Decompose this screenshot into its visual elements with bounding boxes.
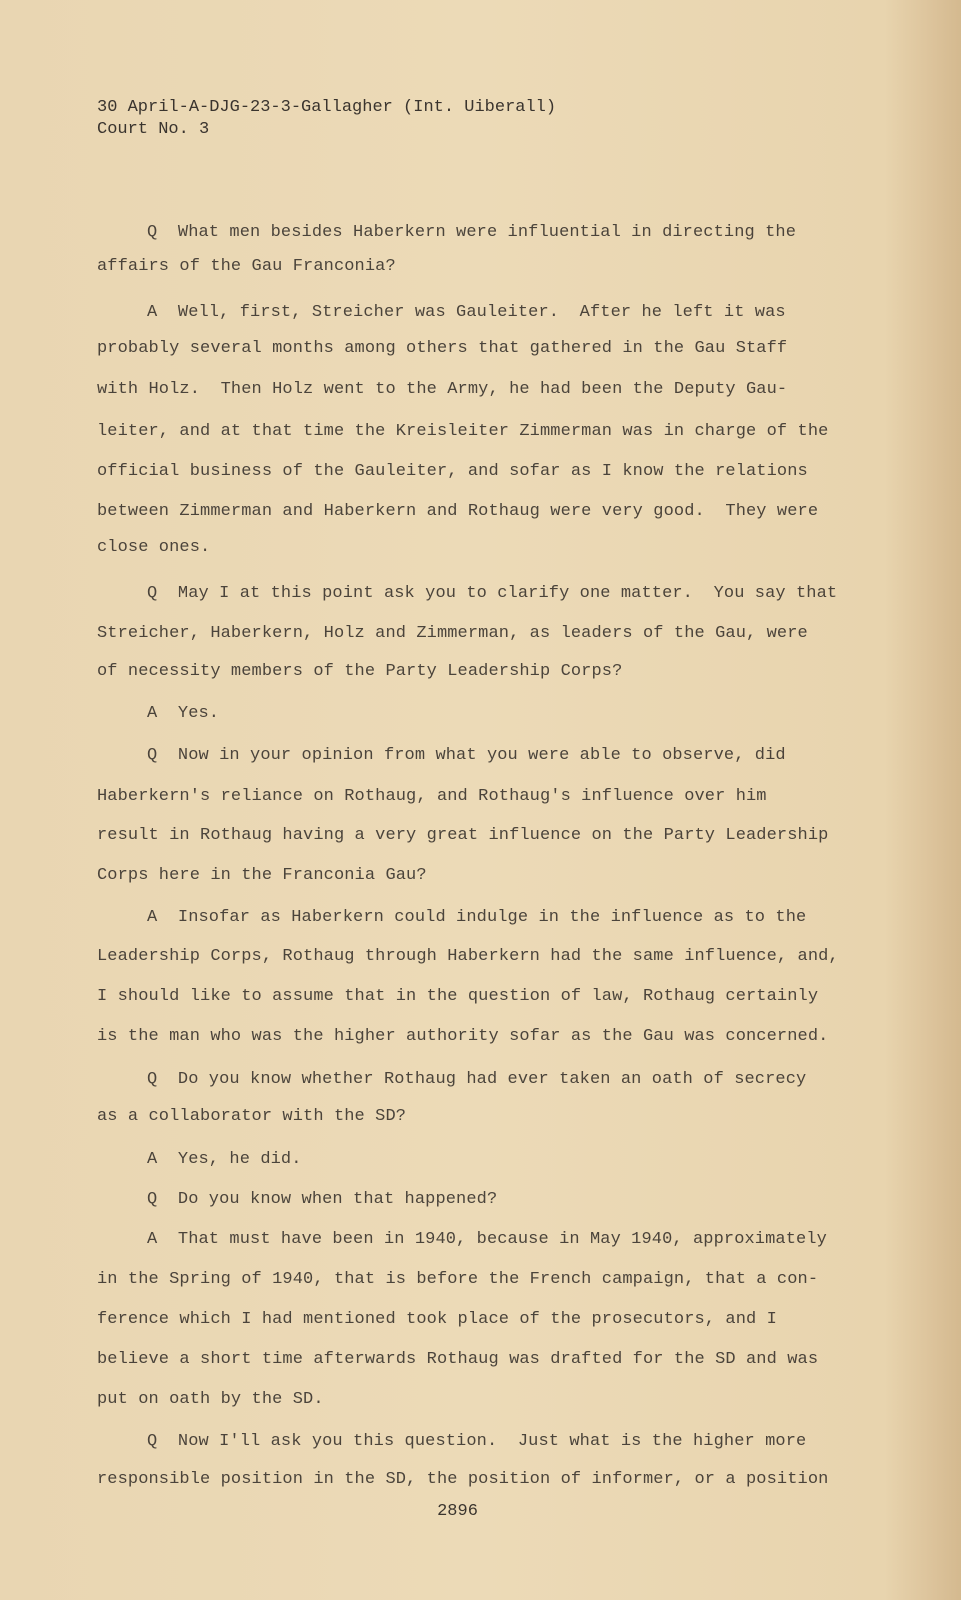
transcript-line: in the Spring of 1940, that is before the French campaign, that a con- (97, 1270, 819, 1289)
transcript-line: affairs of the Gau Franconia? (97, 257, 396, 276)
page-number: 2896 (437, 1502, 478, 1521)
transcript-line: between Zimmerman and Haberkern and Rothaug were very good. They were (97, 502, 819, 521)
transcript-line: is the man who was the higher authority sofar as the Gau was concerned. (97, 1027, 829, 1046)
transcript-line: A Insofar as Haberkern could indulge in the influence as to the (147, 908, 807, 927)
transcript-line: as a collaborator with the SD? (97, 1107, 407, 1126)
transcript-line: official business of the Gauleiter, and sofar as I know the relations (97, 462, 808, 481)
transcript-line: Corps here in the Franconia Gau? (97, 866, 427, 885)
transcript-line: leiter, and at that time the Kreisleiter Zimmerman was in charge of the (97, 422, 829, 441)
transcript-line: Q Now in your opinion from what you were able to observe, did (147, 746, 786, 765)
transcript-line: put on oath by the SD. (97, 1390, 324, 1409)
transcript-line: Q Do you know when that happened? (147, 1190, 498, 1209)
transcript-line: result in Rothaug having a very great influence on the Party Leadership (97, 826, 829, 845)
transcript-line: Q Now I'll ask you this question. Just what is the higher more (147, 1432, 807, 1451)
transcript-line: close ones. (97, 538, 211, 557)
transcript-line: probably several months among others that gathered in the Gau Staff (97, 339, 788, 358)
transcript-line: A Well, first, Streicher was Gauleiter. After he left it was (147, 303, 786, 322)
transcript-line: Streicher, Haberkern, Holz and Zimmerman, as leaders of the Gau, were (97, 624, 808, 643)
transcript-line: Q What men besides Haberkern were influential in directing the (147, 223, 797, 242)
transcript-line: responsible position in the SD, the position of informer, or a position (97, 1470, 829, 1489)
transcript-line: I should like to assume that in the question of law, Rothaug certainly (97, 987, 819, 1006)
transcript-line: ference which I had mentioned took place of the prosecutors, and I (97, 1310, 777, 1329)
document-header-reference: 30 April-A-DJG-23-3-Gallagher (Int. Uiberall) (97, 98, 557, 117)
transcript-line: Haberkern's reliance on Rothaug, and Rothaug's influence over him (97, 787, 767, 806)
document-header-court: Court No. 3 (97, 120, 210, 139)
transcript-line: A Yes. (147, 704, 220, 723)
transcript-line: Q Do you know whether Rothaug had ever taken an oath of secrecy (147, 1070, 807, 1089)
transcript-line: Q May I at this point ask you to clarify one matter. You say that (147, 584, 838, 603)
transcript-line: believe a short time afterwards Rothaug was drafted for the SD and was (97, 1350, 819, 1369)
transcript-line: of necessity members of the Party Leadership Corps? (97, 662, 623, 681)
transcript-line: with Holz. Then Holz went to the Army, he had been the Deputy Gau- (97, 380, 788, 399)
transcript-line: Leadership Corps, Rothaug through Haberkern had the same influence, and, (97, 947, 839, 966)
transcript-line: A That must have been in 1940, because in May 1940, approximately (147, 1230, 827, 1249)
transcript-line: A Yes, he did. (147, 1150, 302, 1169)
